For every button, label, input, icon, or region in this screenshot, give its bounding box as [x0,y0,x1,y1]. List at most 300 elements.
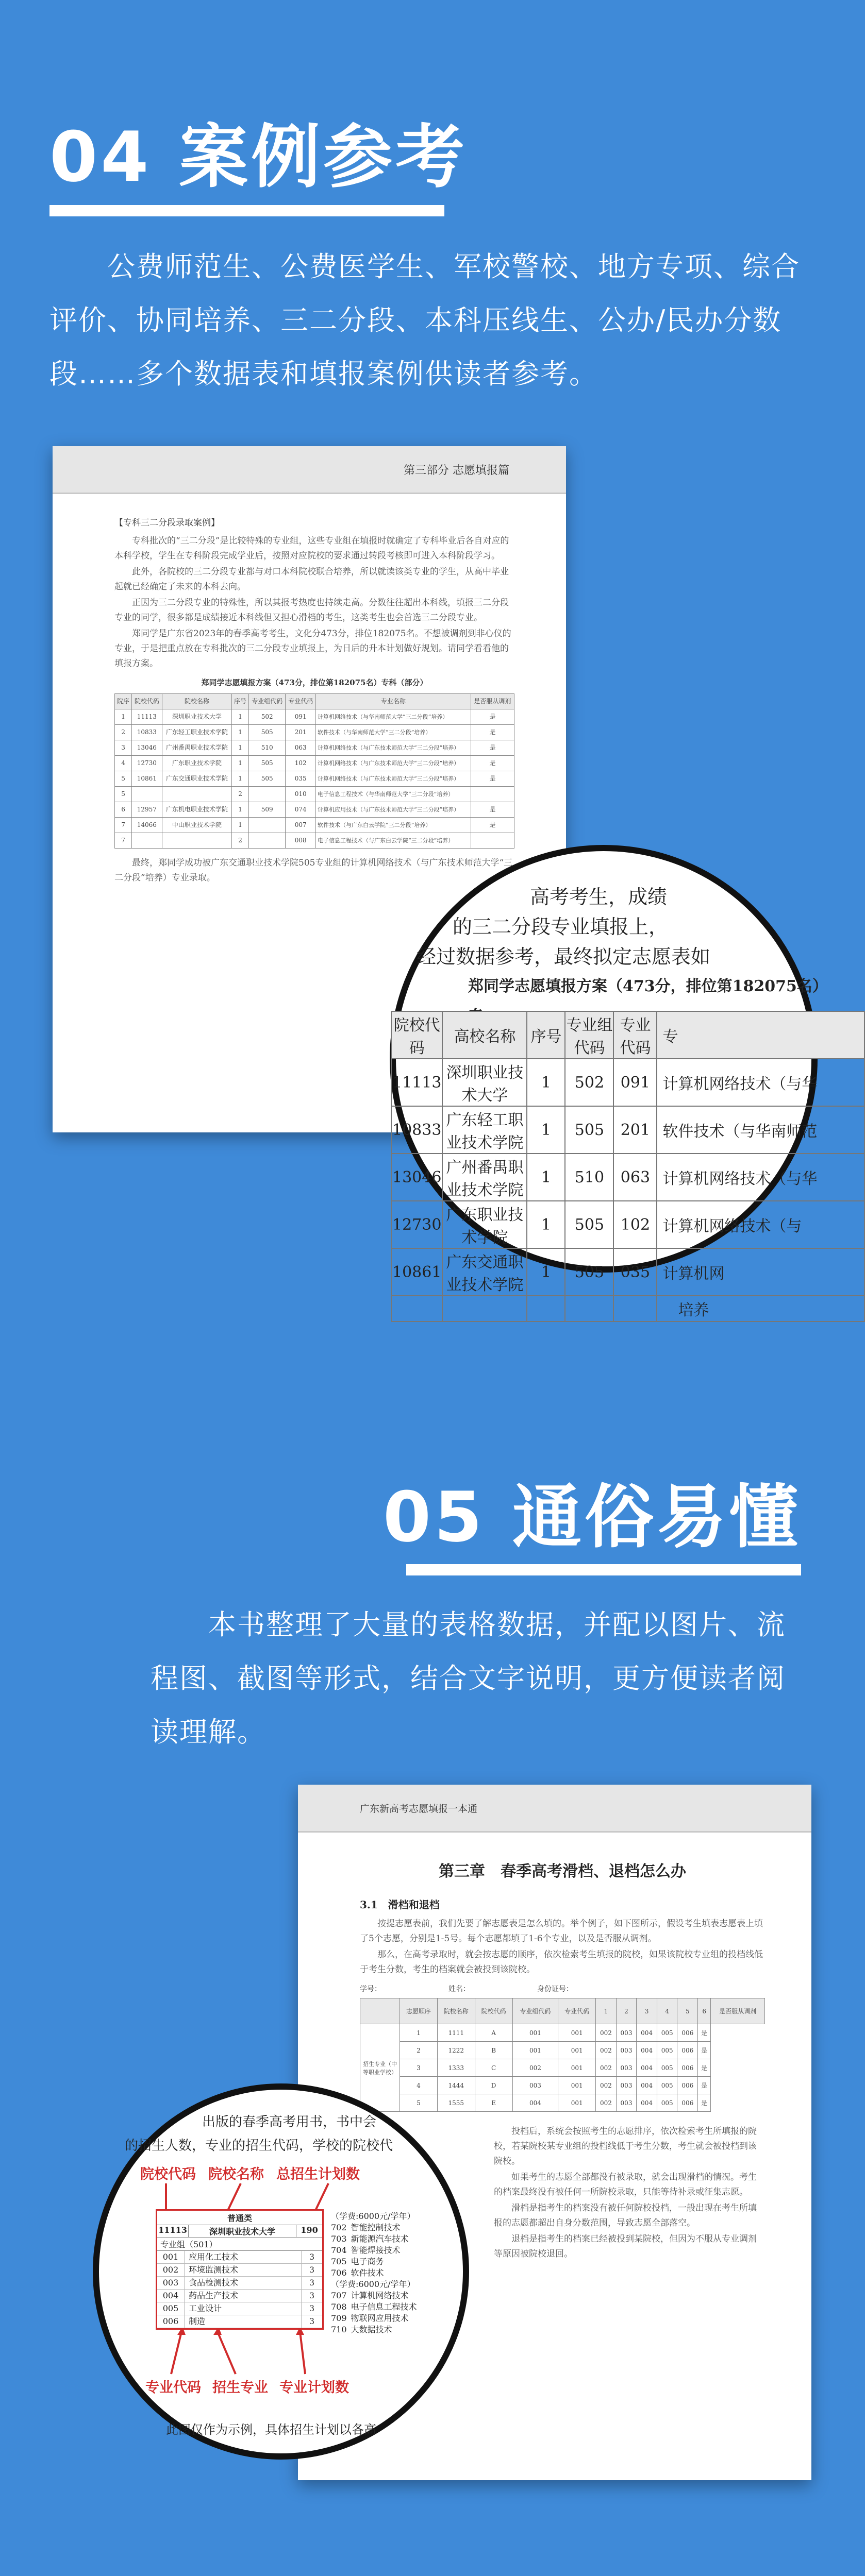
table-cell: 001 [512,2042,558,2059]
table-cell: 002 [596,2024,617,2042]
zoom-table-body [391,1059,864,1321]
table-row [360,2059,765,2077]
zoom-line: 高考考生，成绩 [530,886,668,908]
major-row [157,2277,322,2290]
table-cell: 广东轻工职业技术学院 [162,725,231,740]
table-cell: 5 [115,787,132,802]
paragraph: 那么，在高考录取时，就会按志愿的顺序，依次检索考生填报的院校，如果该院校专业组的投档线低于考生分数，考生的档案就会被投到该院校。 [360,1950,763,1975]
zoom-cell: 深圳职业技术大学 [442,1059,527,1106]
table-header: 专业代码 [558,1998,596,2024]
table-header: 专业代码 [286,694,316,709]
plan-total: 190 [301,2225,318,2235]
zoom-header: 序号 [527,1011,565,1059]
table-cell: 1 [231,709,248,725]
table-cell: 004 [637,2077,657,2094]
section-05-underline [406,1564,801,1575]
table-cell: 2 [231,787,248,802]
right-code: 710 [331,2325,347,2334]
table-cell: 是 [698,2024,711,2042]
zoom-cell: 12730 [391,1201,442,1248]
table-header: 6 [698,1998,711,2024]
form-field-label: 身份证号： [537,1985,573,1993]
table-cell: 是 [471,802,514,818]
table-cell: 001 [558,2042,596,2059]
table-cell: 广东机电职业技术学院 [162,802,231,818]
zoom-cell [442,1296,527,1321]
table-cell: 201 [286,725,316,740]
case-title: 【专科三二分段录取案例】 [114,518,220,528]
paragraph: 正因为三二分段专业的特殊性，所以其报考热度也持续走高。分数往往超出本科线，填报三二分段专业的同学，很多都是成绩接近本科线但又担心滑档的考生，这类考生也会首选三二分段专业。 [114,598,509,623]
zoom-cell: 计算机网络技术（与 [657,1201,864,1248]
zoom-row [391,1154,864,1201]
zoom-line: 的招生人数，专业的招生代码，学校的院校代 [125,2138,393,2154]
label-major-name: 招生专业 [212,2380,268,2396]
table-cell: 1 [115,709,132,725]
table-cell [471,787,514,802]
table-cell: 1 [231,818,248,833]
table-cell: 002 [512,2059,558,2077]
table-cell: 001 [558,2077,596,2094]
table-cell: 1 [231,740,248,756]
right-name: 智能控制技术 [351,2223,401,2232]
zoom-cell: 1 [527,1106,565,1154]
zoom-cell: 广东交通职业技术学院 [442,1248,527,1296]
table-header: 是否服从调剂 [471,694,514,709]
label-major-plan: 专业计划数 [279,2380,349,2396]
zoom-row [391,1248,864,1296]
table-row [115,740,514,756]
zoom-cell: 091 [613,1059,657,1106]
table-cell: 1111 [437,2024,475,2042]
right-code: （学费:6000元/学年） [331,2211,415,2221]
table-cell: 003 [616,2059,637,2077]
zoom-cell: 计算机网 [657,1248,864,1296]
table-cell: 1 [400,2024,438,2042]
table-cell: 是 [698,2094,711,2112]
school-name: 深圳职业技术大学 [189,2225,296,2237]
paragraph: 专科批次的“三二分段”是比较特殊的专业组，这些专业组在填报时就确定了专科毕业后各自对应的本科学校，学生在专科阶段完成学业后，按照对应院校的要求通过转段考核即可进入本科阶段学习。 [114,536,509,561]
zoom-row [391,1296,864,1321]
zoom-caption: 郑同学志愿填报方案（473分，排位第182075名） [468,977,820,995]
label-school-name: 院校名称 [208,2166,264,2182]
table-row [115,802,514,818]
table-cell: 1333 [437,2059,475,2077]
section-04-body: 公费师范生、公费医学生、军校警校、地方专项、综合评价、协同培养、三二分段、本科压线生、公办/民办分数段……多个数据表和填报案例供读者参考。 [49,250,800,390]
table-cell: 001 [558,2024,596,2042]
label-plan-total: 总招生计划数 [276,2166,360,2182]
page-header [298,1785,811,1833]
table-cell: 003 [616,2042,637,2059]
major-code: 004 [157,2290,185,2302]
paragraph: 滑档是指考生的档案没有被任何院校投档，一般出现在考生所填报的志愿都超出自身分数范围，导致志愿全部落空。 [494,2203,757,2228]
plan-table-body [115,709,514,849]
right-row [331,2313,465,2324]
table-cell: 是 [698,2042,711,2059]
right-row [331,2279,465,2290]
table-cell: 4 [400,2077,438,2094]
zoom-header: 专业代码 [613,1011,657,1059]
right-name: 大数据技术 [351,2325,392,2334]
major-plan: 3 [301,2277,322,2289]
zoom-cell: 1 [527,1154,565,1201]
major-code: 005 [157,2302,185,2315]
right-code: 702 [331,2223,347,2232]
zoom-cell [391,1296,442,1321]
table-row [360,2042,765,2059]
form-fields [360,1984,765,1994]
zoom-cell: 11113 [391,1059,442,1106]
zoom-header: 高校名称 [442,1011,527,1059]
major-plan: 3 [301,2290,322,2302]
major-row [157,2315,322,2328]
table-cell: 计算机网络技术（与华南师范大学“三二分段”培养） [316,709,471,725]
table-cell: 006 [677,2042,698,2059]
table-cell: 是 [471,771,514,787]
table-cell: 2 [400,2042,438,2059]
table-header: 序号 [231,694,248,709]
paragraph: 按提志愿表前，我们先要了解志愿表是怎么填的。举个例子，如下图所示，假设考生填表志愿表上填了5个志愿，分别是1-5号。每个志愿都填了1-6个专业，以及是否服从调剂。 [360,1919,763,1944]
table-header: 5 [677,1998,698,2024]
right-row [331,2268,465,2278]
table-cell: 中山职业技术学院 [162,818,231,833]
table-cell: 003 [616,2077,637,2094]
label-major-code: 专业代码 [145,2380,201,2396]
form-field-label: 学号： [360,1985,381,1993]
table-cell: 1 [231,756,248,771]
table-cell: A [475,2024,512,2042]
table-cell: 5 [115,771,132,787]
table-cell: 14066 [132,818,162,833]
table-cell: 2 [115,725,132,740]
table-cell: 12730 [132,756,162,771]
table-cell: 7 [115,818,132,833]
table-cell: 003 [616,2094,637,2112]
table-cell: 001 [558,2094,596,2112]
table-cell [249,818,286,833]
zoom-cell: 510 [565,1154,613,1201]
magnifier-plan [93,2083,469,2460]
right-code: 709 [331,2313,347,2323]
zoom-cell [565,1296,613,1321]
major-plan: 3 [301,2251,322,2263]
zoom-cell: 502 [565,1059,613,1106]
table-cell: 001 [512,2024,558,2042]
side-label: 招生专业（中等职业学校） [360,2024,400,2112]
table-cell: 006 [677,2077,698,2094]
paragraph: 退档是指考生的档案已经被投到某院校，但因为不服从专业调剂等原因被院校退回。 [494,2234,757,2259]
zoom-cell: 505 [565,1248,613,1296]
table-cell: 4 [115,756,132,771]
right-name: 电子信息工程技术 [351,2302,417,2312]
table-cell: 7 [115,833,132,849]
table-cell: 是 [698,2059,711,2077]
table-cell: 002 [596,2059,617,2077]
zoom-cell: 10833 [391,1106,442,1154]
magnifier-case [390,845,820,1319]
table-cell: 063 [286,740,316,756]
zoom-header: 院校代码 [391,1011,442,1059]
table-cell [471,833,514,849]
major-name: 工业设计 [189,2303,222,2313]
table-cell: 505 [249,756,286,771]
table-cell: 计算机网络技术（与广东技术师范大学“三二分段”培养） [316,756,471,771]
table-cell: 1 [231,802,248,818]
table-cell: 1 [231,771,248,787]
zoom-row [391,1059,864,1106]
paragraph: 如果考生的志愿全部都没有被录取，就会出现滑档的情况。考生的档案最终没有被任何一所院校录取，只能等待补录或征集志愿。 [494,2172,757,2197]
table-header [360,1998,400,2024]
table-cell: 004 [637,2024,657,2042]
table-cell: 1222 [437,2042,475,2059]
right-row [331,2245,465,2256]
zoom-cell: 13046 [391,1154,442,1201]
paragraph: 郑同学是广东省2023年的春季高考考生，文化分473分，排位182075名。不想被调剂到非心仪的专业，于是把重点放在专科批次的三二分段专业填报上，为日后的升本计划做好规划。请同学看看他的填报方案。 [114,629,511,669]
major-code: 002 [157,2264,185,2276]
table-cell: 505 [249,725,286,740]
zoom-row [391,1106,864,1154]
right-name: 电子商务 [351,2257,384,2266]
zoom-cell: 201 [613,1106,657,1154]
zoom-cell: 505 [565,1201,613,1248]
right-code: 707 [331,2291,347,2300]
major-row [157,2290,322,2302]
table-header: 院校名称 [437,1998,475,2024]
table-cell: 006 [677,2094,698,2112]
zoom-header: 专 [657,1011,864,1059]
zoom-cell: 广东轻工职业技术学院 [442,1106,527,1154]
table-cell: 502 [249,709,286,725]
zoom-cell: 计算机网络技术（与华 [657,1154,864,1201]
label-school-code: 院校代码 [140,2166,196,2182]
table-cell: 2 [231,833,248,849]
table-cell: 3 [115,740,132,756]
paragraph: 此外，各院校的三二分段专业都与对口本科院校联合培养，所以就读该类专业的学生，从高中毕业起就已经确定了未来的本科去向。 [114,567,509,592]
table-cell: 005 [657,2059,677,2077]
table-cell: 008 [286,833,316,849]
right-code: 704 [331,2245,347,2255]
table-row [360,2024,765,2042]
major-name: 制造 [189,2316,206,2326]
annotation-labels-bottom [145,2376,349,2396]
zoom-cell: 102 [613,1201,657,1248]
zoom-cell [527,1296,565,1321]
table-cell: 是 [471,756,514,771]
table-cell: 004 [512,2094,558,2112]
major-name: 药品生产技术 [189,2291,239,2300]
table-cell: 074 [286,802,316,818]
major-row [157,2302,322,2315]
table-row [115,787,514,802]
table-cell: 计算机网络技术（与广东技术师范大学“三二分段”培养） [316,771,471,787]
table-cell: 计算机网络技术（与广东技术师范大学“三二分段”培养） [316,740,471,756]
table-cell [249,833,286,849]
table-cell: 广州番禺职业技术学院 [162,740,231,756]
plan-table [114,693,514,849]
table-cell: 5 [400,2094,438,2112]
table-header: 3 [637,1998,657,2024]
section-04-underline [49,205,444,216]
zoom-cell: 063 [613,1154,657,1201]
right-row [331,2302,465,2312]
table-cell: 13046 [132,740,162,756]
table-cell: 广东交通职业技术学院 [162,771,231,787]
table-cell [249,787,286,802]
right-row [331,2223,465,2233]
right-name: 新能源汽车技术 [351,2234,409,2244]
major-name: 应用化工技术 [189,2252,239,2262]
table-cell: 12957 [132,802,162,818]
zoom-cell: 505 [565,1106,613,1154]
table-cell: 006 [677,2059,698,2077]
table-header: 院校名称 [162,694,231,709]
table-cell: 电子信息工程技术（与华南师范大学“三二分段”培养） [316,787,471,802]
table-row [115,833,514,849]
inner-plan-table [156,2209,324,2330]
table-cell: 005 [657,2024,677,2042]
table-cell [132,833,162,849]
right-row [331,2325,465,2335]
right-row [331,2234,465,2244]
major-plan: 3 [301,2264,322,2276]
table-caption: 郑同学志愿填报方案（473分，排位第182075名）专科（部分） [201,678,428,687]
section-05-title: 05 通俗易懂 [382,1477,801,1557]
zoom-cell: 广东职业技术学院 [442,1201,527,1248]
table-cell: C [475,2059,512,2077]
zoom-cell [613,1296,657,1321]
school-row [157,2225,322,2238]
zoom-cell: 培养 [657,1296,864,1321]
table-cell: 010 [286,787,316,802]
footer-paragraph: 最终，郑同学成功被广东交通职业技术学院505专业组的计算机网络技术（与广东技术师范大学“三二分段”培养）专业录取。 [114,858,513,883]
table-cell: 广东职业技术学院 [162,756,231,771]
zoom-cell: 软件技术（与华南师范 [657,1106,864,1154]
zoom-row [391,1201,864,1248]
table-cell: 10861 [132,771,162,787]
zoom-line-bottom: 此图仅作为示例，具体招生计划以各高 [166,2422,376,2437]
table-cell: 3 [400,2059,438,2077]
major-row [157,2264,322,2277]
zoom-cell: 10861 [391,1248,442,1296]
right-row [331,2257,465,2267]
zoom-line: 的三二分段专业填报上， [453,916,669,938]
table-cell: 深圳职业技术大学 [162,709,231,725]
zoom-table [391,1011,865,1322]
zoom-cell: 035 [613,1248,657,1296]
table-header: 院校代码 [475,1998,512,2024]
form-field-label: 姓名： [448,1985,470,1993]
zoom-cell: 计算机网络技术（与华 [657,1059,864,1106]
table-cell: 002 [596,2094,617,2112]
table-cell: 004 [637,2042,657,2059]
table-cell: 005 [657,2077,677,2094]
table-cell: 是 [471,709,514,725]
table-cell: 005 [657,2094,677,2112]
table-cell: 计算机应用技术（与广东技术师范大学“三二分段”培养） [316,802,471,818]
paragraph: 投档后，系统会按照考生的志愿排序，依次检索考生所填报的院校，若某院校某专业组的投档线低于考生分数，考生就会被投档到该院校。 [494,2126,757,2166]
right-code: 705 [331,2257,347,2266]
table-cell: 是 [471,725,514,740]
table-cell: 505 [249,771,286,787]
table-header: 是否服从调剂 [711,1998,765,2024]
zoom-cell: 1 [527,1201,565,1248]
table-cell: 509 [249,802,286,818]
table-header: 4 [657,1998,677,2024]
table-cell: 004 [637,2094,657,2112]
table-header: 院序 [115,694,132,709]
major-name: 环境监测技术 [189,2265,239,2275]
table-cell: 是 [471,818,514,833]
table-cell: 是 [471,740,514,756]
major-code: 001 [157,2251,185,2263]
right-code: 703 [331,2234,347,2244]
table-cell: 1555 [437,2094,475,2112]
section-05-body: 本书整理了大量的表格数据，并配以图片、流程图、截图等形式，结合文字说明，更方便读者阅读理解。 [151,1608,786,1748]
major-plan: 3 [301,2302,322,2315]
table-row [115,756,514,771]
table-cell: 11113 [132,709,162,725]
table-cell: 007 [286,818,316,833]
section-04-title: 04 案例参考 [49,117,468,197]
zoom-line: 出版的春季高考用书，书中会 [202,2114,377,2130]
table-cell: 软件技术（与广东白云学院“三二分段”培养） [316,818,471,833]
table-cell [132,787,162,802]
major-row [157,2251,322,2264]
table-cell: 006 [677,2024,698,2042]
zoom-cell: 广州番禺职业技术学院 [442,1154,527,1201]
major-plan: 3 [301,2315,322,2328]
table-cell: E [475,2094,512,2112]
school-code: 11113 [157,2225,189,2237]
table-cell: 004 [637,2059,657,2077]
major-list [157,2251,322,2328]
table-cell: 035 [286,771,316,787]
right-name: 智能焊接技术 [351,2245,401,2255]
table-header: 志愿顺序 [400,1998,438,2024]
major-code: 003 [157,2277,185,2289]
right-name: 计算机网络技术 [351,2291,409,2300]
group-row: 专业组（501） [157,2238,322,2251]
table-cell: 1 [231,725,248,740]
table-cell: 002 [596,2042,617,2059]
table-header: 院校代码 [132,694,162,709]
table-header: 专业名称 [316,694,471,709]
right-name: 软件技术 [351,2268,384,2278]
page-header-text: 广东新高考志愿填报一本通 [360,1803,478,1815]
inner-title: 普通类 [157,2211,322,2225]
table-cell: D [475,2077,512,2094]
table-cell: 软件技术（与华南师范大学“三二分段”培养） [316,725,471,740]
right-code: 706 [331,2268,347,2278]
major-code: 006 [157,2315,185,2328]
table-cell: 电子信息工程技术（与广东白云学院“三二分段”培养） [316,833,471,849]
right-row [331,2211,465,2222]
table-cell: 003 [512,2077,558,2094]
table-cell: 1444 [437,2077,475,2094]
chapter-title: 第三章 春季高考滑档、退档怎么办 [439,1862,686,1880]
table-cell: 002 [596,2077,617,2094]
page-header-text: 第三部分 志愿填报篇 [404,464,509,477]
section-heading: 3.1 滑档和退档 [360,1899,440,1911]
right-code: 708 [331,2302,347,2312]
table-cell [162,787,231,802]
zoom-cell: 1 [527,1059,565,1106]
table-cell: 6 [115,802,132,818]
table-header: 2 [616,1998,637,2024]
table-cell: 102 [286,756,316,771]
table-row [115,771,514,787]
table-cell: B [475,2042,512,2059]
table-cell: 510 [249,740,286,756]
